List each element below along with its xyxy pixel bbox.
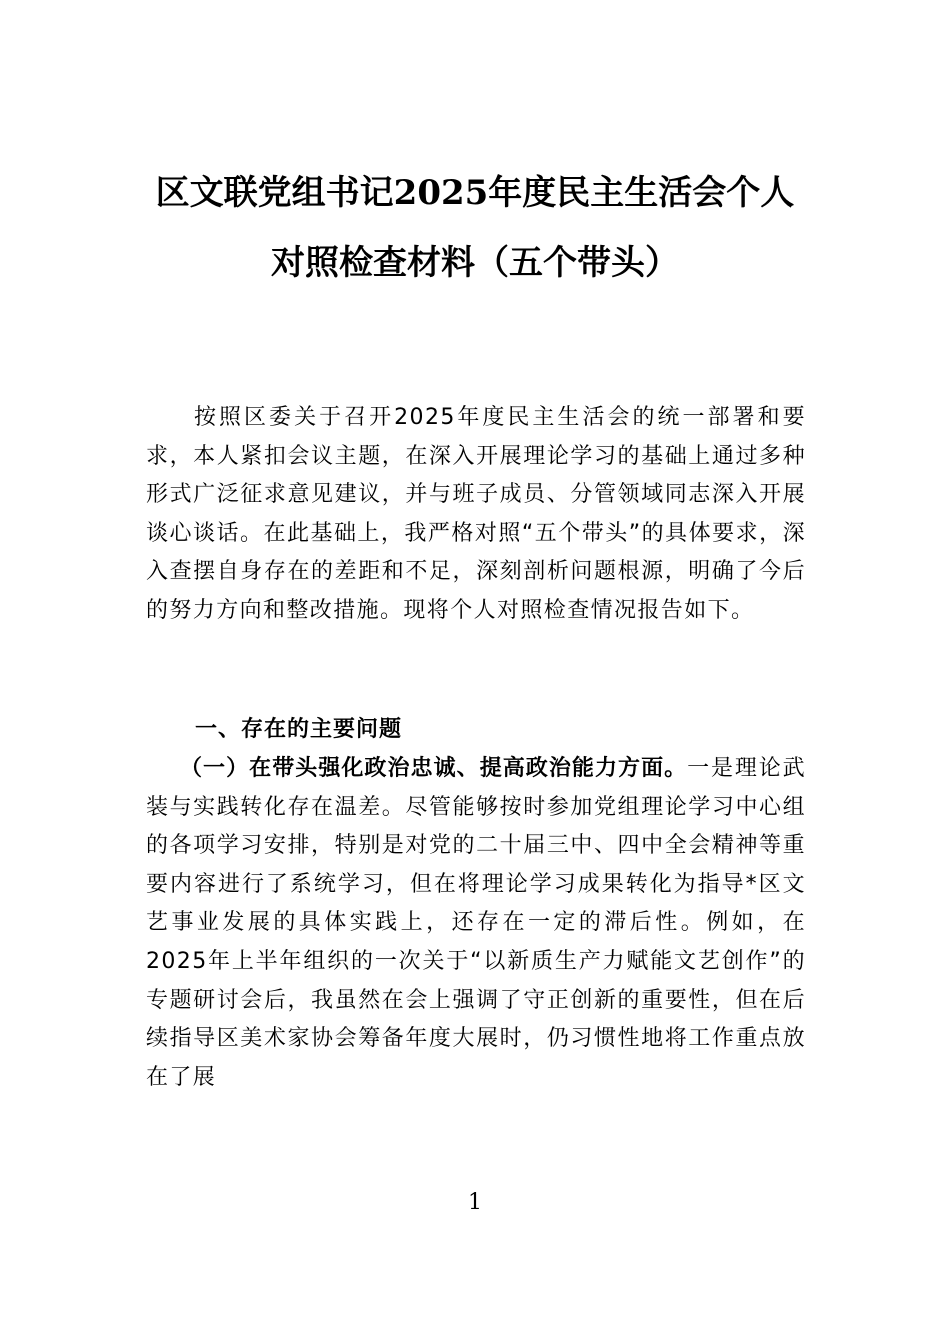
- subsection-body-text: 一是理论武装与实践转化存在温差。尽管能够按时参加党组理论学习中心组的各项学习安排，特别是对党的二十届三中、四中全会精神等重要内容进行了系统学习，但在将理论学习成果转化为指导*区文艺事业发展的具体实践上，还存在一定的滞后性。例如，在2025年上半年组织的一次关于“以新质生产力赋能文艺创作”的专题研讨会后，我虽然在会上强调了守正创新的重要性，但在后续指导区美术家协会筹备年度大展时，仍习惯性地将工作重点放在了展: [146, 756, 806, 1090]
- subsection-paragraph-political-loyalty: [146, 750, 806, 1097]
- section-heading-problems: 一、存在的主要问题: [195, 717, 403, 742]
- document-title-line-1: 区文联党组书记2025年度民主生活会个人: [155, 173, 795, 213]
- page-number: 1: [468, 1190, 482, 1215]
- subsection-heading: （一）在带头强化政治忠诚、提高政治能力方面。: [180, 756, 688, 781]
- document-title-line-2: 对照检查材料（五个带头）: [271, 243, 679, 283]
- intro-paragraph: 按照区委关于召开2025年度民主生活会的统一部署和要求，本人紧扣会议主题，在深入开展理论学习的基础上通过多种形式广泛征求意见建议，并与班子成员、分管领域同志深入开展谈心谈话。在此基础上，我严格对照“五个带头”的具体要求，深入查摆自身存在的差距和不足，深刻剖析问题根源，明确了今后的努力方向和整改措施。现将个人对照检查情况报告如下。: [146, 405, 806, 623]
